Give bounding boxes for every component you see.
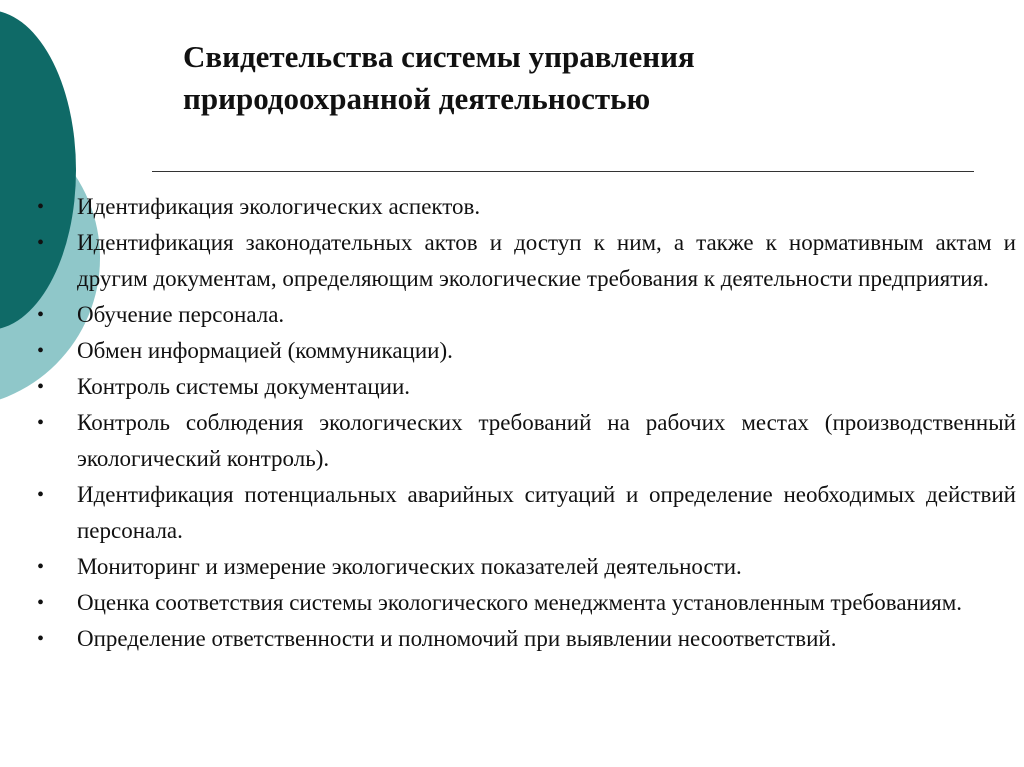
bullet-text: Идентификация экологических аспектов. xyxy=(77,194,481,219)
bullet-item xyxy=(37,297,1016,333)
bullet-text: Определение ответственности и полномочий при выявлении несоответствий. xyxy=(77,626,837,651)
bullet-text: Оценка соответствия системы экологического менеджмента установленным требованиям. xyxy=(77,590,963,615)
bullet-item xyxy=(37,369,1016,405)
bullet-text: Идентификация законодательных актов и доступ к ним, а также к нормативным актам и другим документам, определяющим экологические требования к деятельности предприятия. xyxy=(77,230,1016,291)
bullet-text: Контроль соблюдения экологических требований на рабочих местах (производственный экологический контроль). xyxy=(77,410,1016,471)
bullet-dot-icon: • xyxy=(37,412,45,434)
bullet-dot-icon: • xyxy=(37,556,45,578)
title-divider xyxy=(152,171,974,172)
bullet-item xyxy=(37,549,1016,585)
bullet-item xyxy=(37,225,1016,297)
bullet-item xyxy=(37,189,1016,225)
bullet-dot-icon: • xyxy=(37,196,45,218)
bullet-dot-icon: • xyxy=(37,340,45,362)
bullet-dot-icon: • xyxy=(37,484,45,506)
bullet-dot-icon: • xyxy=(37,628,45,650)
bullet-dot-icon: • xyxy=(37,232,45,254)
slide-title-line-1: Свидетельства системы управления xyxy=(183,39,695,74)
bullet-item xyxy=(37,621,1016,657)
slide-title xyxy=(183,36,963,120)
bullet-item xyxy=(37,405,1016,477)
bullet-text: Обмен информацией (коммуникации). xyxy=(77,338,453,363)
bullet-item xyxy=(37,585,1016,621)
bullet-item xyxy=(37,333,1016,369)
bullet-item xyxy=(37,477,1016,549)
bullet-dot-icon: • xyxy=(37,304,45,326)
bullet-text: Идентификация потенциальных аварийных ситуаций и определение необходимых действий персонала. xyxy=(77,482,1016,543)
bullet-list xyxy=(37,189,1016,657)
bullet-text: Обучение персонала. xyxy=(77,302,285,327)
bullet-dot-icon: • xyxy=(37,376,45,398)
bullet-dot-icon: • xyxy=(37,592,45,614)
bullet-text: Контроль системы документации. xyxy=(77,374,411,399)
slide-title-line-2: природоохранной деятельностью xyxy=(183,81,651,116)
bullet-text: Мониторинг и измерение экологических показателей деятельности. xyxy=(77,554,742,579)
